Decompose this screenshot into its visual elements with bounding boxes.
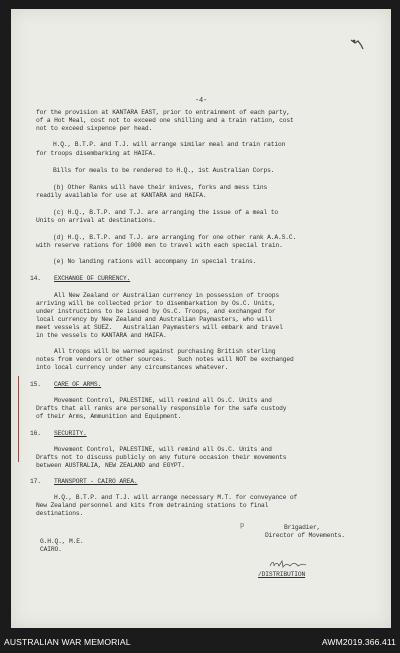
body-line: of their Arms, Ammunition and Equipment. xyxy=(36,413,182,420)
body-line: destinations. xyxy=(36,510,84,517)
ink-mark xyxy=(349,37,365,51)
body-line: Movement Control, PALESTINE, will remind all Os.C. Units and xyxy=(54,446,272,453)
initial-mark: p xyxy=(240,522,245,530)
section-heading: SECURITY. xyxy=(54,430,87,437)
section-number: 17. xyxy=(30,478,41,485)
body-line: Drafts not to discuss publicly on any future occasion their movements xyxy=(36,454,287,461)
body-line: of a Hot Meal, cost not to exceed one shilling and a train ration, cost xyxy=(36,117,294,124)
section-number: 14. xyxy=(30,275,41,282)
signature xyxy=(268,557,308,571)
body-line: under instructions to be issued by Os.C. Troops, and exchanged for xyxy=(36,308,276,315)
body-line: Drafts that all ranks are personally responsible for the safe custody xyxy=(36,405,287,412)
body-line: H.Q., B.T.P. and T.J. will arrange necessary M.T. for conveyance of xyxy=(54,494,298,501)
body-line: meet vessels at SUEZ. Australian Paymasters will embark and travel xyxy=(36,324,283,331)
signature-role: Director of Movements. xyxy=(265,532,345,539)
address-line: CAIRO. xyxy=(40,546,62,553)
footer-right: AWM2019.366.411 xyxy=(321,637,396,647)
section-heading: TRANSPORT - CAIRO AREA. xyxy=(54,478,138,485)
body-line: New Zealand personnel and kits from detraining stations to final xyxy=(36,502,269,509)
body-line: local currency by New Zealand and Australian Paymasters, who will xyxy=(36,316,272,323)
body-line: for troops disembarking at HAIFA. xyxy=(36,150,156,157)
body-line: All New Zealand or Australian currency in possession of troops xyxy=(54,292,279,299)
address-line: G.H.Q., M.E. xyxy=(40,538,84,545)
body-line: (c) H.Q., B.T.P. and T.J. are arranging the issue of a meal to xyxy=(53,209,278,216)
body-line: for the provision at KANTARA EAST, prior to entrainment of each party, xyxy=(36,109,291,116)
body-line: Movement Control, PALESTINE, will remind all Os.C. Units and xyxy=(54,397,272,404)
body-line: H.Q., B.T.P. and T.J. will arrange similar meal and train ration xyxy=(53,141,286,148)
section-number: 15. xyxy=(30,381,41,388)
body-line: readily available for use at KANTARA and HAIFA. xyxy=(36,192,207,199)
footer-left: AUSTRALIAN WAR MEMORIAL xyxy=(4,637,131,647)
body-line: not to exceed sixpence per head. xyxy=(36,125,153,132)
body-line: into local currency under any circumstances whatever. xyxy=(36,364,229,371)
section-heading: CARE OF ARMS. xyxy=(54,381,102,388)
body-line: between AUSTRALIA, NEW ZEALAND and EGYPT. xyxy=(36,462,185,469)
body-line: Bills for meals to be rendered to H.Q., 1st Australian Corps. xyxy=(53,167,275,174)
page-number: -4- xyxy=(195,97,208,105)
body-line: with reserve rations for 1000 men to travel with each special train. xyxy=(36,242,283,249)
body-line: (b) Other Ranks will have their knives, forks and mess tins xyxy=(53,184,268,191)
body-line: (e) No landing rations will accompany in special trains. xyxy=(53,258,257,265)
body-line: notes from vendors or other sources. Such notes will NOT be exchanged xyxy=(36,356,294,363)
body-line: Units on arrival at destinations. xyxy=(36,217,156,224)
body-line: arriving will be collected prior to disembarkation by Os.C. Units, xyxy=(36,300,276,307)
distribution-label: /DISTRIBUTION xyxy=(258,571,306,578)
body-line: All troops will be warned against purchasing British sterling xyxy=(54,348,276,355)
section-number: 16. xyxy=(30,430,41,437)
body-line: in the vessels to KANTARA and HAIFA. xyxy=(36,332,167,339)
signature-title: Brigadier, xyxy=(284,524,321,531)
margin-line xyxy=(18,376,19,462)
body-line: (d) H.Q., B.T.P. and T.J. are arranging for one other rank A.A.S.C. xyxy=(53,234,297,241)
section-heading: EXCHANGE OF CURRENCY. xyxy=(54,275,131,282)
